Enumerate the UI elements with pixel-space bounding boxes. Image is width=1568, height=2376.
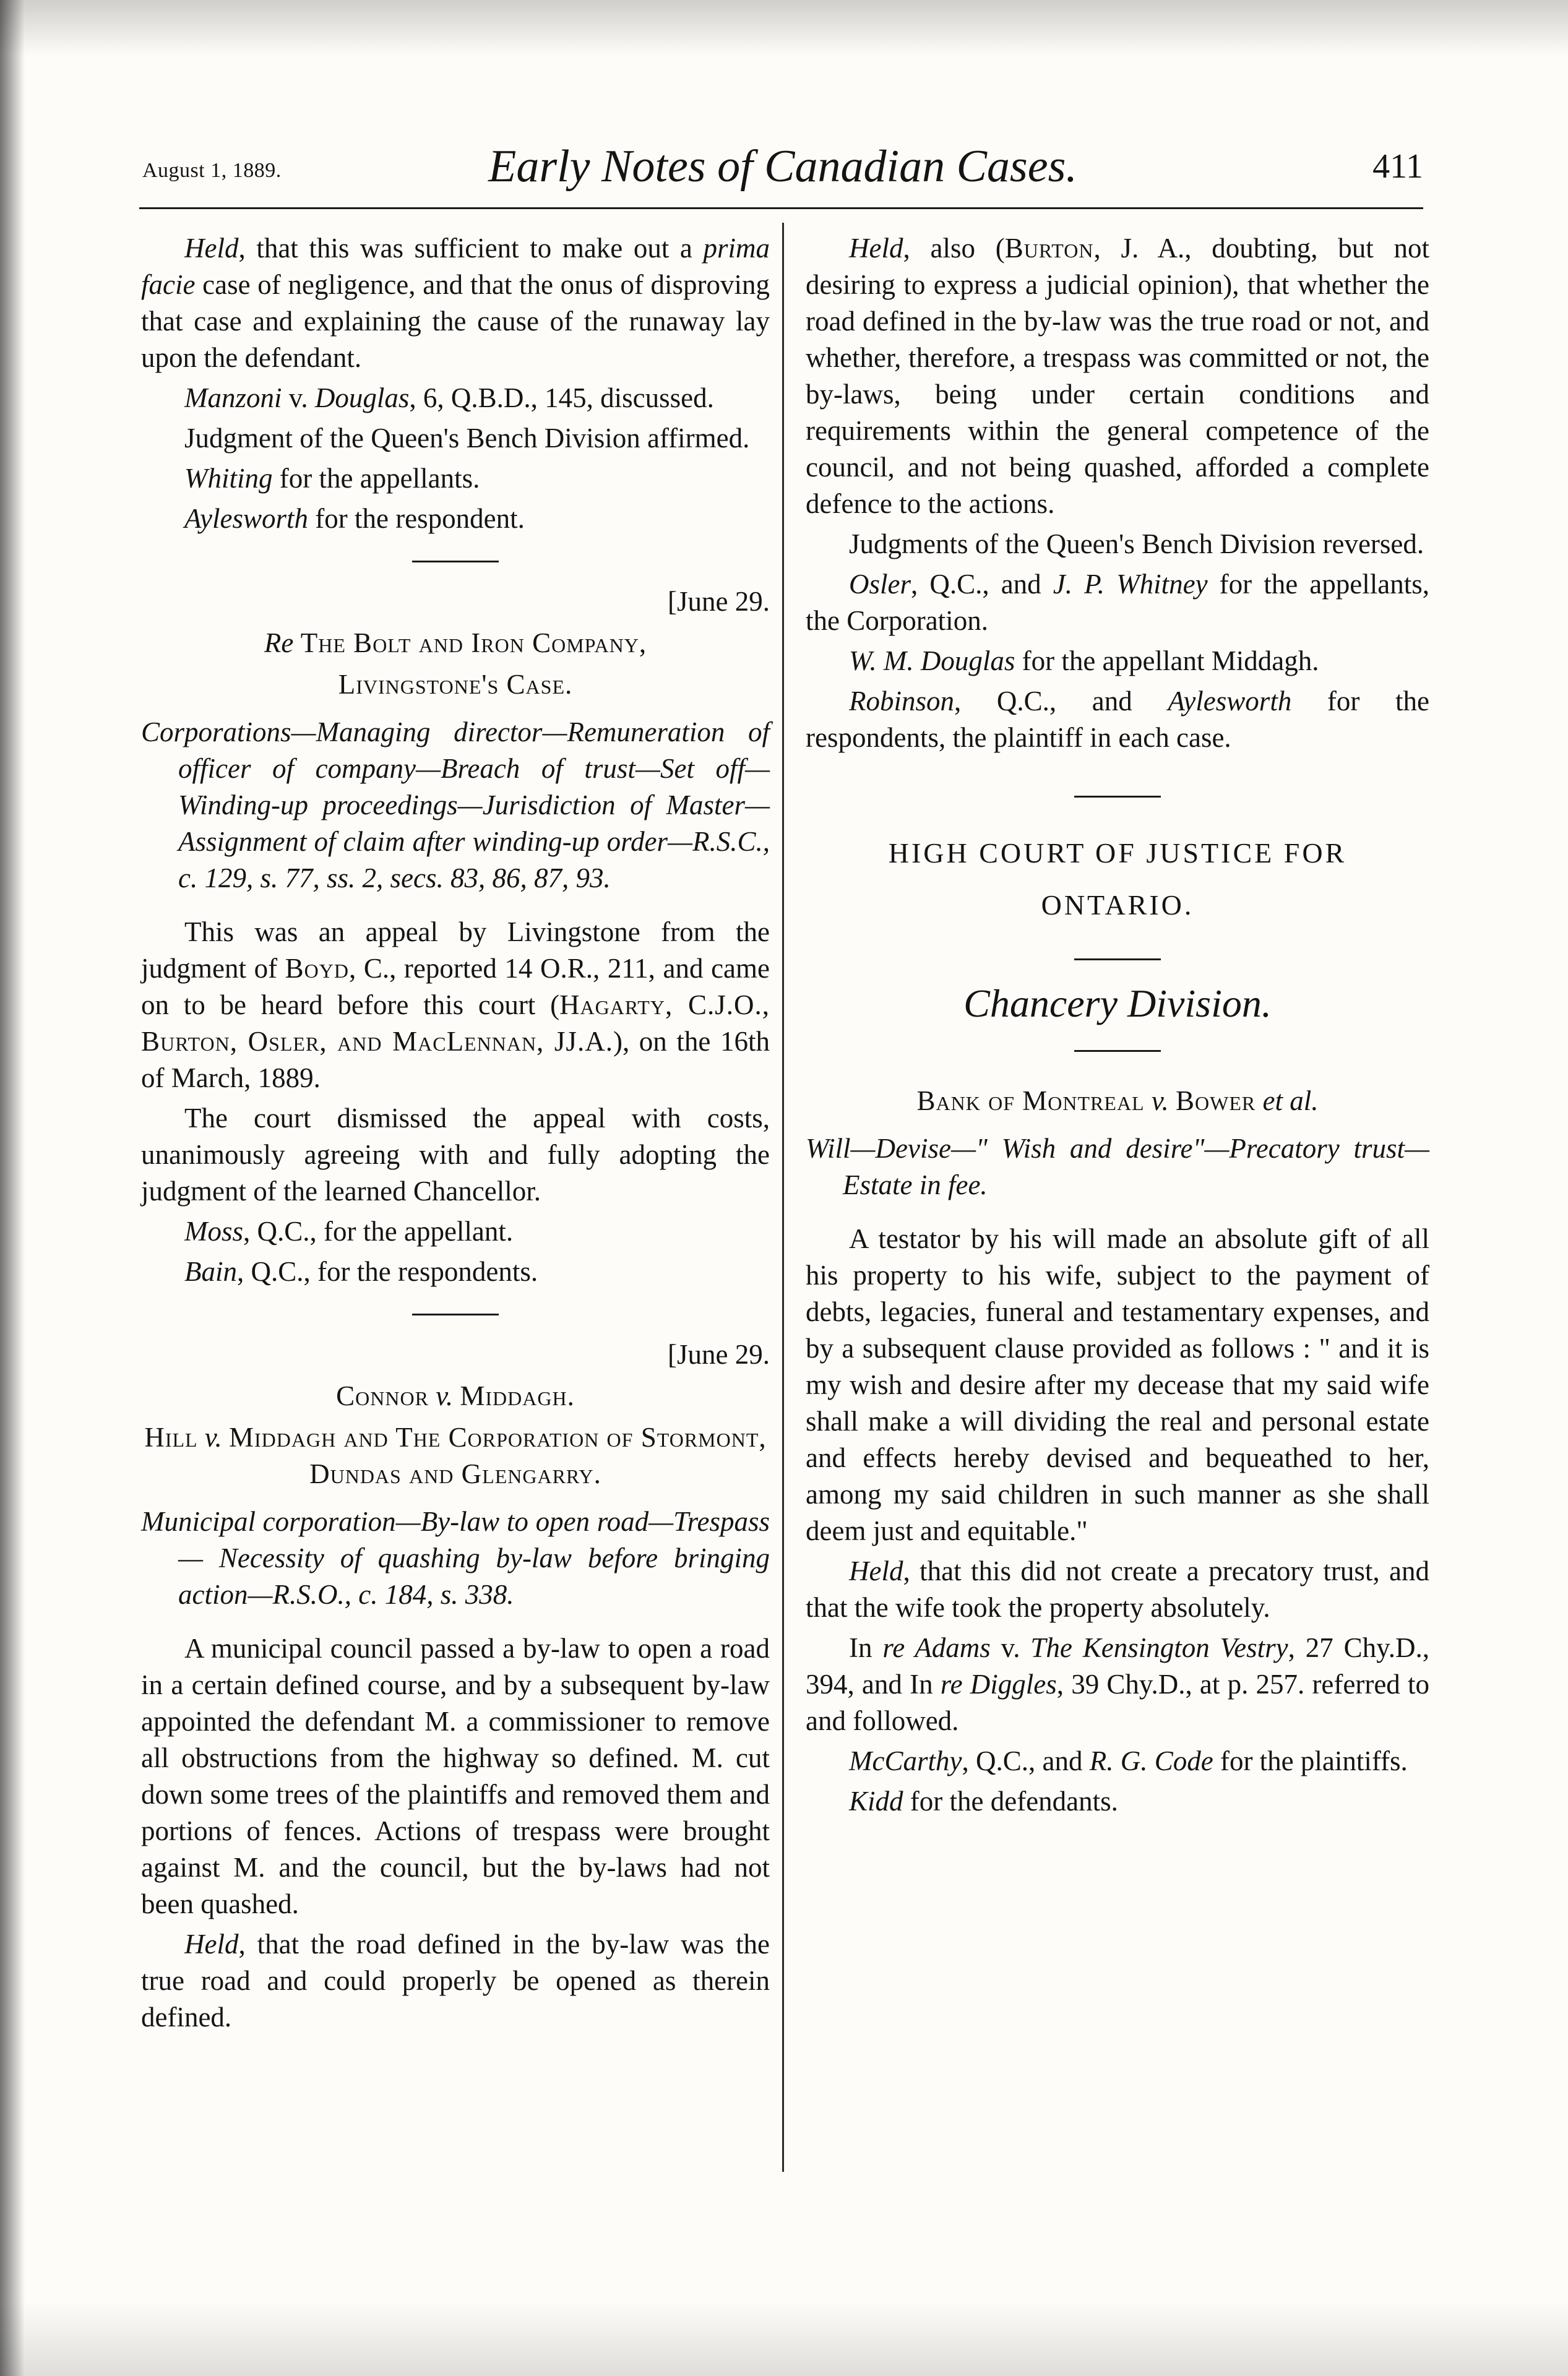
- judge-names: Hagarty, C.J.O., Burton, Osler, and MacLennan, JJ.A.: [141, 989, 770, 1057]
- paragraph: [141, 914, 770, 1096]
- division-heading: Chancery Division.: [963, 981, 1272, 1025]
- case-name: re Diggles: [940, 1669, 1057, 1700]
- text: for the plaintiffs.: [1213, 1745, 1408, 1776]
- headnote: Municipal corporation—By-law to open road—Trespass — Necessity of quashing by-law before bringing action—R.S.O., c. 184, s. 338.: [141, 1506, 770, 1610]
- text: , C., reported 14 O.R., 211, and came on to be heard before this court (: [141, 953, 770, 1020]
- text: , 39 Chy.D., at p. 257. referred to and followed.: [806, 1669, 1429, 1736]
- court-heading-line1: HIGH COURT OF JUSTICE FOR: [888, 837, 1347, 869]
- text: , also (: [903, 233, 1005, 264]
- held-label: Held: [849, 233, 903, 264]
- paragraph: [141, 380, 770, 416]
- counsel-name: Aylesworth: [184, 503, 308, 534]
- text: , that this did not create a precatory trust, and that the wife took the property absolutely.: [806, 1556, 1429, 1623]
- court-heading-line2: ONTARIO.: [1041, 889, 1194, 921]
- counsel-name: McCarthy: [849, 1745, 962, 1776]
- case-name: re Adams: [882, 1632, 991, 1663]
- party-name: Bower: [1176, 1085, 1256, 1116]
- page-edge-shadow-left: [0, 0, 25, 2376]
- text: for the appellants.: [272, 463, 480, 494]
- held-label: Held: [184, 233, 239, 264]
- text: for the defendants.: [903, 1786, 1118, 1817]
- case-title-text: The Bolt and Iron Company,: [293, 627, 647, 658]
- counsel-line: [806, 566, 1429, 639]
- right-column: [806, 230, 1429, 1823]
- text: for the respondents, the plaintiff in each case.: [806, 686, 1429, 753]
- counsel-name: J. P. Whitney: [1053, 569, 1208, 600]
- versus: v.: [197, 1422, 229, 1453]
- journal-section-title: Early Notes of Canadian Cases.: [488, 141, 1077, 192]
- paragraph: [806, 230, 1429, 522]
- counsel-name: W. M. Douglas: [849, 645, 1015, 676]
- paragraph: [806, 1630, 1429, 1739]
- counsel-line: [806, 643, 1429, 679]
- party-name: Middagh and The Corporation of Stormont, Dundas and Glengarry.: [228, 1422, 767, 1489]
- judge-name: Burton: [1004, 233, 1094, 264]
- running-header: [142, 133, 1423, 201]
- counsel-line: [806, 683, 1429, 756]
- case-name: The Kensington Vestry: [1030, 1632, 1288, 1663]
- headnote: Corporations—Managing director—Remuneration of officer of company—Breach of trust—Set off—Winding-up proceedings—Jurisdiction of Master—Assignment of claim after winding-up order—R.S.C., c. 129, s. 77, ss. 2, secs. 83, 86, 87, 93.: [141, 717, 770, 893]
- text: , 27 Chy.D., 394, and In: [806, 1632, 1430, 1700]
- text: , Q.C., and: [962, 1745, 1090, 1776]
- section-separator: [1074, 796, 1161, 798]
- case-date: [June 29.: [668, 1339, 770, 1370]
- party-name: Bank of Montreal: [916, 1085, 1145, 1116]
- left-column: [141, 230, 770, 2039]
- counsel-line: [141, 1213, 770, 1250]
- counsel-line: [141, 460, 770, 497]
- case-name: Douglas: [314, 382, 410, 413]
- paragraph: Judgment of the Queen's Bench Division affirmed.: [184, 423, 750, 454]
- counsel-name: Kidd: [849, 1786, 903, 1817]
- section-separator: [412, 561, 499, 562]
- text: , Q.C., for the respondents.: [237, 1256, 538, 1287]
- counsel-name: Whiting: [184, 463, 273, 494]
- text: for the appellants, the Corporation.: [806, 569, 1429, 636]
- counsel-name: Bain: [184, 1256, 237, 1287]
- counsel-name: Robinson: [849, 686, 955, 717]
- versus: v.: [1144, 1085, 1176, 1116]
- case-subtitle: Livingstone's Case.: [338, 669, 573, 700]
- paragraph: The court dismissed the appeal with costs, unanimously agreeing with and fully adopting the judgment of the learned Chancellor.: [141, 1103, 770, 1207]
- prima-facie: prima facie: [141, 233, 770, 300]
- column-divider: [782, 223, 784, 2172]
- held-label: Held: [184, 1929, 239, 1960]
- versus: v.: [428, 1380, 460, 1411]
- party-name: Middagh.: [460, 1380, 575, 1411]
- counsel-name: R. G. Code: [1089, 1745, 1213, 1776]
- counsel-name: Moss: [184, 1216, 244, 1247]
- case-title: [806, 1083, 1429, 1119]
- page-number: 411: [1372, 147, 1423, 186]
- versus: v.: [282, 382, 315, 413]
- text: , that the road defined in the by-law was the true road and could properly be opened as therein defined.: [141, 1929, 770, 2033]
- text: , 6, Q.B.D., 145, discussed.: [409, 382, 714, 413]
- section-separator: [1074, 958, 1161, 960]
- paragraph: [141, 230, 770, 376]
- case-title: [141, 1419, 770, 1492]
- page-edge-shadow-top: [0, 0, 1568, 56]
- party-name: Connor: [336, 1380, 429, 1411]
- section-separator: [1074, 1050, 1161, 1052]
- paragraph: A testator by his will made an absolute gift of all his property to his wife, subject to the payment of debts, legacies, funeral and testamentary expenses, and by a subsequent clause provided as follows : " and it is my wish and desire after my decease that my said wife shall make a will dividing the real and personal estate and effects hereby devised and bequeathed to her, among my said children in such manner as she shall deem just and equitable.": [806, 1223, 1429, 1546]
- text: , Q.C., and: [911, 569, 1053, 600]
- case-title: [141, 1378, 770, 1414]
- party-name: Hill: [144, 1422, 198, 1453]
- re-label: Re: [264, 627, 294, 658]
- text: for the respondent.: [308, 503, 525, 534]
- section-separator: [412, 1314, 499, 1315]
- counsel-line: [141, 501, 770, 537]
- text: ), on the 16th of March, 1889.: [141, 1026, 770, 1093]
- text: for the appellant Middagh.: [1015, 645, 1319, 676]
- case-title: [141, 625, 770, 661]
- text: , J. A., doubting, but not desiring to express a judicial opinion), that whether the road defined in the by-law was the true road or not, and whether, therefore, a trespass was committed or not, the by-laws, being under certain conditions and requirements within the general competence of the council, and not being quashed, afforded a complete defence to the actions.: [806, 233, 1429, 519]
- issue-date: August 1, 1889.: [142, 159, 282, 182]
- headnote: Will—Devise—" Wish and desire"—Precatory trust—Estate in fee.: [806, 1133, 1429, 1200]
- page-edge-shadow-bottom: [0, 2302, 1568, 2376]
- counsel-name: Osler: [849, 569, 911, 600]
- paragraph: Judgments of the Queen's Bench Division reversed.: [849, 528, 1424, 559]
- counsel-line: [141, 1254, 770, 1290]
- versus: v.: [990, 1632, 1031, 1663]
- text: , Q.C., for the appellant.: [243, 1216, 514, 1247]
- paragraph: A municipal council passed a by-law to open a road in a certain defined course, and by a subsequent by-law appointed the defendant M. a commissioner to remove all obstructions from the highway so defined. M. cut down some trees of the plaintiffs and removed them and portions of fences. Actions of trespass were brought against M. and the council, but the by-laws had not been quashed.: [141, 1633, 770, 1919]
- et-al: et al.: [1256, 1085, 1319, 1116]
- text: case of negligence, and that the onus of disproving that case and explaining the cause of the runaway lay upon the defendant.: [141, 269, 770, 373]
- counsel-line: [806, 1743, 1429, 1780]
- header-rule: [139, 207, 1423, 209]
- text: , that this was sufficient to make out a: [238, 233, 692, 264]
- paragraph: [806, 1553, 1429, 1626]
- text: In: [849, 1632, 883, 1663]
- text: , Q.C., and: [954, 686, 1168, 717]
- text: This was an appeal by Livingstone from the judgment of: [141, 916, 770, 984]
- held-label: Held: [849, 1556, 903, 1586]
- counsel-line: [806, 1783, 1429, 1820]
- case-date: [June 29.: [668, 586, 770, 617]
- counsel-name: Aylesworth: [1168, 686, 1292, 717]
- judge-name: Boyd: [285, 953, 349, 984]
- paragraph: [141, 1926, 770, 2036]
- case-name: Manzoni: [184, 382, 282, 413]
